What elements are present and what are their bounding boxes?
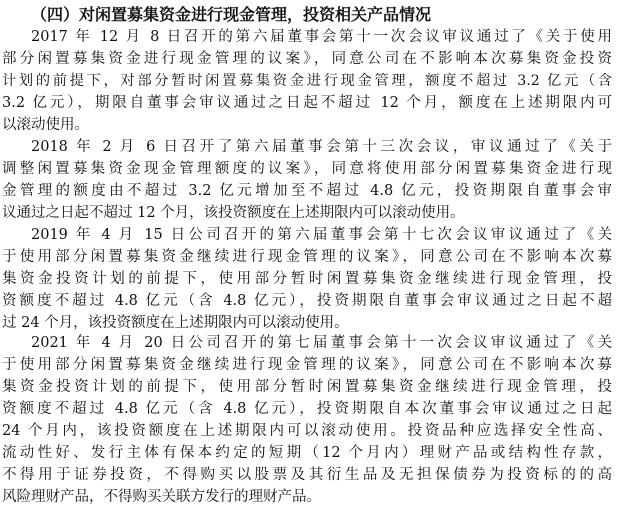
paragraph-line: 2019 年 4 月 15 日公司召开的第六届董事会第十七次会议审议通过了《关	[31, 227, 612, 243]
paragraph-2017-resolution	[2, 26, 612, 136]
paragraph-2021-resolution	[2, 332, 612, 508]
paragraph-line: 2021 年 4 月 20 日公司召开的第七届董事会第十一次会议审议通过了《关	[31, 335, 612, 351]
paragraph-2019-resolution	[2, 224, 612, 334]
paragraph-line: 部分闲置募集资金进行现金管理的议案》，同意公司在不影响本次募集资金投资	[2, 51, 612, 67]
paragraph-line: 资额度不超过 4.8 亿元（含 4.8 亿元），投资期限自董事会审议通过之日起不超	[2, 293, 612, 309]
paragraph-line: 2017 年 12 月 8 日召开的第六届董事会第十一次会议审议通过了《关于使用	[31, 29, 612, 45]
paragraph-line: 2018 年 2 月 6 日召开了第六届董事会第十三次会议，审议通过了《关于	[31, 139, 612, 155]
paragraph-line: 集资金投资计划的前提下，使用部分暂时闲置募集资金继续进行现金管理，投	[2, 379, 612, 395]
paragraph-2018-resolution	[2, 136, 612, 224]
paragraph-line: 3.2 亿元），期限自董事会审议通过之日起不超过 12 个月，额度在上述期限内可	[2, 95, 612, 111]
paragraph-line: 以滚动使用。	[2, 117, 89, 133]
paragraph-line: 风险理财产品，不得购买关联方发行的理财产品。	[2, 489, 321, 505]
paragraph-line: 调整闲置募集资金现金管理额度的议案》，同意将使用部分闲置募集资金进行现	[2, 161, 612, 177]
paragraph-line: 24 个月内，该投资额度在上述期限内可以滚动使用。投资品种应选择安全性高、	[2, 423, 612, 439]
paragraph-line: 计划的前提下，对部分暂时闲置募集资金进行现金管理，额度不超过 3.2 亿元（含	[2, 73, 612, 89]
paragraph-line: 金管理的额度由不超过 3.2 亿元增加至不超过 4.8 亿元，投资期限自董事会审	[2, 183, 612, 199]
paragraph-line: 议通过之日起不超过 12 个月，该投资额度在上述期限内可以滚动使用。	[2, 205, 465, 221]
paragraph-line: 于使用部分闲置募集资金继续进行现金管理的议案》，同意公司在不影响本次募	[2, 249, 612, 265]
section-heading: （四）对闲置募集资金进行现金管理，投资相关产品情况	[31, 5, 432, 24]
paragraph-line: 于使用部分闲置募集资金继续进行现金管理的议案》，同意公司在不影响本次募	[2, 357, 612, 373]
paragraph-line: 资额度不超过 4.8 亿元（含 4.8 亿元），投资期限自本次董事会审议通过之日起	[2, 401, 612, 417]
paragraph-line: 不得用于证券投资，不得购买以股票及其衍生品及无担保债券为投资标的的高	[2, 467, 612, 483]
paragraph-line: 过 24 个月，该投资额度在上述期限内可以滚动使用。	[2, 315, 349, 331]
paragraph-line: 流动性好、发行主体有保本约定的短期（12 个月内）理财产品或结构性存款，	[2, 445, 612, 461]
paragraph-line: 集资金投资计划的前提下，使用部分暂时闲置募集资金继续进行现金管理，投	[2, 271, 612, 287]
